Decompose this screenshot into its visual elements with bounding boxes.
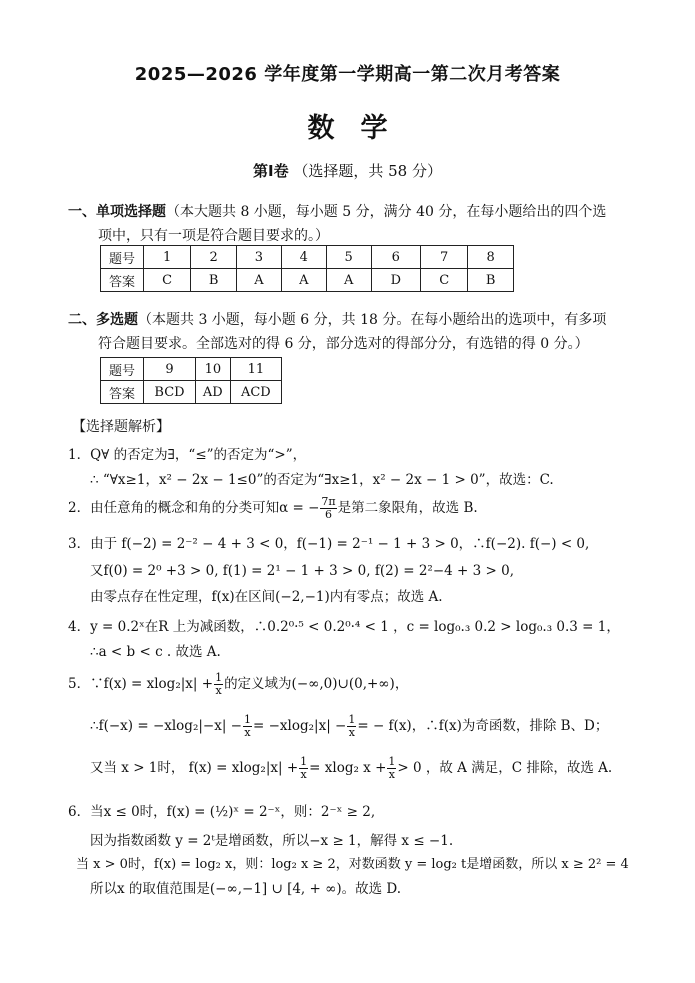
subject-title: 数学 [307,113,414,144]
q4-line2: ∴a < b < c . 故选 A. [90,644,221,660]
q6-line1: 6．当x ≤ 0时，f(x) = (½)ˣ = 2⁻ˣ，则：2⁻ˣ ≥ 2, [68,804,376,820]
q2-text-post: 是第二象限角，故选 B. [337,500,478,516]
q5-fraction [387,756,396,781]
question-number-cell: 2 [191,246,237,269]
section1-label: 一、单项选择题 [68,204,166,220]
answer-cell: AD [195,381,230,404]
q5-l3-pre: 又当 x > 1时， f(x) = xlog₂|x| + [90,760,299,776]
answer-cell: A [326,269,371,292]
q5-l2-mid: = −xlog₂|x| − [253,718,347,734]
table-head-cell: 答案 [101,381,144,404]
frac-den: x [348,726,355,739]
section2-answer-table [100,357,282,404]
table-row [101,381,282,404]
question-number-cell: 8 [468,246,514,269]
question-number-cell: 3 [236,246,281,269]
q6-line3: 当 x > 0时，f(x) = log₂ x，则：log₂ x ≥ 2，对数函数 y = log₂ t是增函数，所以 x ≥ 2² = 4 [76,857,629,872]
answer-cell: B [468,269,514,292]
question-number-cell: 11 [230,358,281,381]
question-number-cell: 4 [281,246,326,269]
q3-line3: 由零点存在性定理，f(x)在区间(−2,−1)内有零点；故选 A. [90,589,443,605]
q2-line [68,496,478,521]
table-row [101,246,514,269]
frac-den: x [388,768,395,781]
q5-l3-mid: = xlog₂ x + [309,760,387,776]
q5-fraction [214,672,223,697]
table-row [101,358,282,381]
q2-fraction [320,496,336,521]
answer-cell: C [144,269,191,292]
q5-line3 [90,756,612,781]
frac-num: 1 [300,755,308,768]
frac-den: x [300,768,307,781]
frac-num: 1 [348,713,356,726]
section2-label: 二、多选题 [68,312,138,328]
q5-l2-post: = − f(x)，∴f(x)为奇函数，排除 B、D； [357,718,609,734]
question-number-cell: 10 [195,358,230,381]
section1-answer-table [100,245,514,292]
frac-num: 1 [244,713,251,726]
answer-cell: C [421,269,468,292]
q5-fraction [243,714,252,739]
q5-l1-pre: 5．∵f(x) = xlog₂|x| + [68,676,214,692]
q3-line2: 又f(0) = 2⁰ +3 > 0, f(1) = 2¹ − 1 + 3 > 0, f(2) = 2²−4 + 3 > 0, [90,563,514,579]
q5-fraction [347,714,356,739]
question-number-cell: 9 [144,358,196,381]
table-row [101,269,514,292]
q3-line1: 3．由于 f(−2) = 2⁻² − 4 + 3 < 0，f(−1) = 2⁻¹ − 1 + 3 > 0，∴f(−2). f(−) < 0, [68,536,590,552]
answer-cell: D [371,269,420,292]
table-head-cell: 题号 [101,246,144,269]
section2-desc-line1: （本题共 3 小题，每小题 6 分，共 18 分。在每小题给出的选项中，有多项 [138,312,607,328]
q1-line2: ∴ “∀x≥1，x² − 2x − 1≤0”的否定为“∃x≥1，x² − 2x − 1 > 0”，故选：C. [90,472,554,488]
question-number-cell: 5 [326,246,371,269]
part-note: （选择题，共 58 分） [293,162,442,180]
q4-line1: 4．y = 0.2ˣ在R 上为减函数，∴0.2⁰·⁵ < 0.2⁰·⁴ < 1 ，c = log₀.₃ 0.2 > log₀.₃ 0.3 = 1， [68,619,620,635]
part-title [0,160,695,181]
section1-desc-line2: 项中，只有一项是符合题目要求的。） [98,228,329,244]
q2-frac-den: 6 [325,508,333,521]
frac-den: x [244,726,251,739]
answer-cell: A [236,269,281,292]
section2-desc-line2: 符合题目要求。全部选对的得 6 分，部分选对的得部分分，有选错的得 0 分。） [98,336,589,352]
q5-l1-post: 的定义域为(−∞,0)∪(0,+∞)， [224,676,409,692]
table-head-cell: 答案 [101,269,144,292]
answer-cell: BCD [144,381,196,404]
frac-num: 1 [215,671,223,684]
q5-l2-pre: ∴f(−x) = −xlog₂|−x| − [90,718,242,734]
question-number-cell: 7 [421,246,468,269]
q6-line2: 因为指数函数 y = 2ᵗ是增函数，所以−x ≥ 1，解得 x ≤ −1. [90,833,454,849]
answer-cell: B [191,269,237,292]
answer-cell: ACD [230,381,281,404]
frac-num: 1 [388,755,396,768]
q5-fraction [299,756,308,781]
section1-desc-line1: （本大题共 8 小题，每小题 5 分，满分 40 分，在每小题给出的四个选 [166,204,607,220]
q6-line4: 所以x 的取值范围是(−∞,−1] ∪ [4, + ∞)。故选 D. [90,881,402,897]
section2-description [68,308,668,356]
q1-line1: 1．Q∀ 的否定为∃，“≤”的否定为“>”， [68,447,307,463]
analysis-heading: 【选择题解析】 [72,419,170,435]
document-title: 2025—2026 学年度第一学期高一第二次月考答案 [134,64,561,85]
answer-cell: A [281,269,326,292]
frac-den: x [215,684,222,697]
question-number-cell: 1 [144,246,191,269]
q2-frac-num: 7π [321,495,336,508]
q5-l3-post: > 0 ，故 A 满足，C 排除，故选 A. [397,760,613,776]
question-number-cell: 6 [371,246,420,269]
q2-text-pre: 2．由任意角的概念和角的分类可知α = − [68,500,320,516]
q5-line2 [90,714,608,739]
section1-description [68,200,668,248]
q5-line1 [68,672,408,697]
table-head-cell: 题号 [101,358,144,381]
part-label: 第Ⅰ卷 [253,162,289,180]
